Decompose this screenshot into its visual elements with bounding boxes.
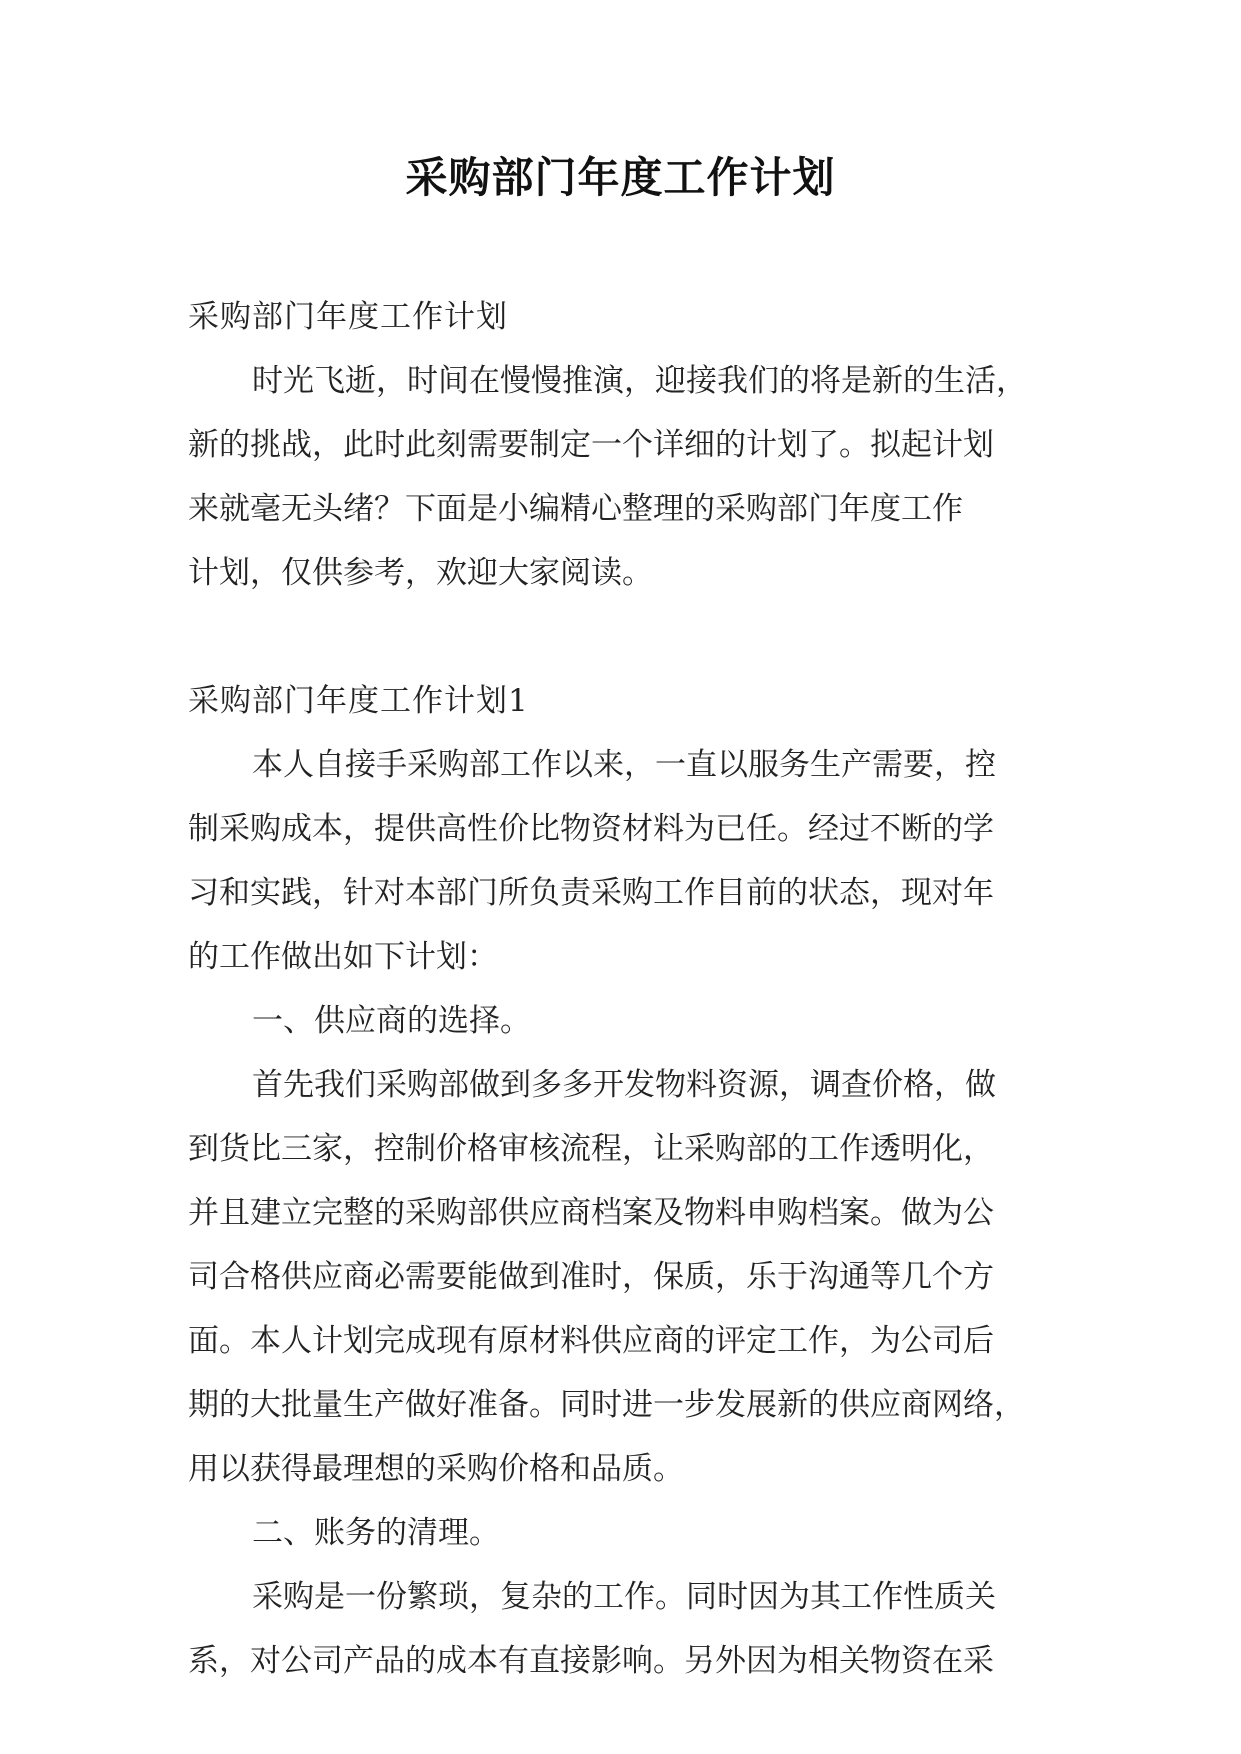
paragraph-line: 期的大批量生产做好准备。同时进一步发展新的供应商网络， <box>188 1387 1025 1423</box>
section-heading: 采购部门年度工作计划 <box>188 299 508 335</box>
section-heading: 采购部门年度工作计划1 <box>188 683 529 719</box>
paragraph-line: 用以获得最理想的采购价格和品质。 <box>188 1451 684 1487</box>
paragraph-line: 习和实践，针对本部门所负责采购工作目前的状态，现对年 <box>188 875 994 911</box>
paragraph-line: 面。本人计划完成现有原材料供应商的评定工作，为公司后 <box>188 1323 994 1359</box>
paragraph-line: 的工作做出如下计划： <box>188 939 498 975</box>
paragraph-line: 采购是一份繁琐，复杂的工作。同时因为其工作性质关 <box>252 1579 996 1615</box>
paragraph-line: 并且建立完整的采购部供应商档案及物料申购档案。做为公 <box>188 1195 994 1231</box>
document-body <box>188 285 1060 1693</box>
subsection-title: 二、账务的清理。 <box>252 1515 500 1551</box>
paragraph-gap <box>188 605 1060 669</box>
paragraph-line: 本人自接手采购部工作以来，一直以服务生产需要，控 <box>252 747 996 783</box>
subsection-title: 一、供应商的选择。 <box>252 1003 531 1039</box>
paragraph-line: 首先我们采购部做到多多开发物料资源，调查价格，做 <box>252 1067 996 1103</box>
paragraph-line: 新的挑战，此时此刻需要制定一个详细的计划了。拟起计划 <box>188 427 994 463</box>
paragraph-line: 来就毫无头绪？下面是小编精心整理的采购部门年度工作 <box>188 491 963 527</box>
paragraph-line: 系，对公司产品的成本有直接影响。另外因为相关物资在采 <box>188 1643 994 1679</box>
paragraph-line: 时光飞逝，时间在慢慢推演，迎接我们的将是新的生活， <box>252 363 1027 399</box>
paragraph-line: 到货比三家，控制价格审核流程，让采购部的工作透明化， <box>188 1131 994 1167</box>
document-title: 采购部门年度工作计划 <box>405 153 836 202</box>
paragraph-line: 制采购成本，提供高性价比物资材料为已任。经过不断的学 <box>188 811 994 847</box>
paragraph-line: 司合格供应商必需要能做到准时，保质，乐于沟通等几个方 <box>188 1259 994 1295</box>
paragraph-line: 计划，仅供参考，欢迎大家阅读。 <box>188 555 653 591</box>
